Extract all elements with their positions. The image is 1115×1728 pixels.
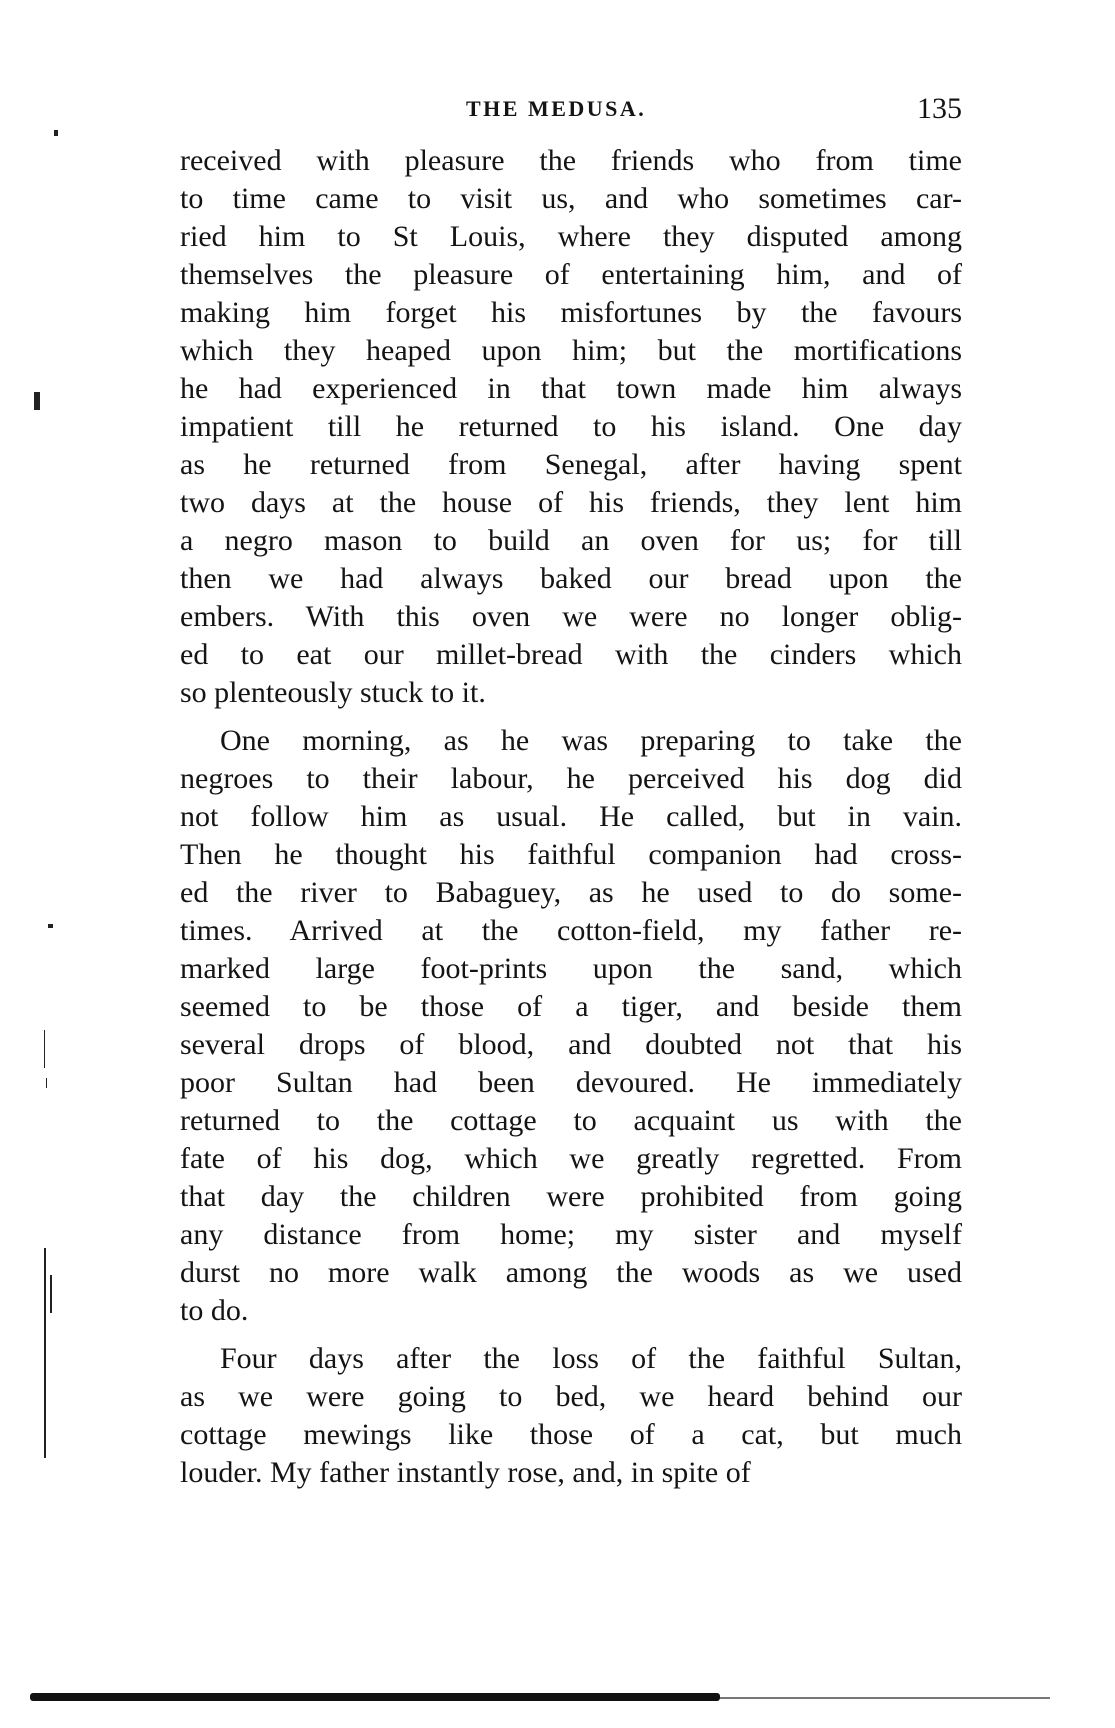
text-line: to do. <box>180 1294 249 1327</box>
margin-speck <box>46 1078 47 1088</box>
text-line: he had experienced in that town made him always <box>180 372 962 405</box>
text-line: any distance from home; my sister and myself <box>180 1218 962 1251</box>
text-line: impatient till he returned to his island. One day <box>180 410 962 443</box>
text-line: durst no more walk among the woods as we used <box>180 1256 962 1289</box>
body-text <box>180 142 962 1502</box>
margin-rule <box>50 1275 52 1313</box>
margin-speck <box>54 130 58 136</box>
margin-speck <box>34 392 40 410</box>
text-line: that day the children were prohibited from going <box>180 1180 962 1213</box>
text-line: returned to the cottage to acquaint us with the <box>180 1104 962 1137</box>
text-line: a negro mason to build an oven for us; for till <box>180 524 962 557</box>
paragraph <box>180 142 962 712</box>
text-line: fate of his dog, which we greatly regretted. From <box>180 1142 962 1175</box>
text-line: One morning, as he was preparing to take the <box>220 724 962 757</box>
page-bottom-edge <box>30 1693 720 1701</box>
text-line: making him forget his misfortunes by the favours <box>180 296 962 329</box>
text-line: to time came to visit us, and who sometimes car- <box>180 182 962 215</box>
margin-speck <box>44 1030 45 1068</box>
text-line: as he returned from Senegal, after having spent <box>180 448 962 481</box>
page-number: 135 <box>917 92 962 125</box>
running-head <box>180 92 962 132</box>
text-line: two days at the house of his friends, they lent him <box>180 486 962 519</box>
text-line: ed the river to Babaguey, as he used to do some- <box>180 876 962 909</box>
text-line: negroes to their labour, he perceived his dog did <box>180 762 962 795</box>
margin-speck <box>48 924 53 928</box>
text-line: cottage mewings like those of a cat, but much <box>180 1418 962 1451</box>
paragraph <box>180 1340 962 1492</box>
text-line: seemed to be those of a tiger, and beside them <box>180 990 962 1023</box>
text-line: several drops of blood, and doubted not that his <box>180 1028 962 1061</box>
text-line: so plenteously stuck to it. <box>180 676 486 709</box>
text-line: times. Arrived at the cotton-field, my father re- <box>180 914 962 947</box>
text-line: received with pleasure the friends who from time <box>180 144 962 177</box>
margin-rule <box>44 1248 46 1458</box>
paragraph <box>180 722 962 1330</box>
text-line: not follow him as usual. He called, but in vain. <box>180 800 962 833</box>
text-line: louder. My father instantly rose, and, in spite of <box>180 1456 751 1489</box>
text-line: Four days after the loss of the faithful Sultan, <box>220 1342 962 1375</box>
text-line: ried him to St Louis, where they disputed among <box>180 220 962 253</box>
text-line: then we had always baked our bread upon the <box>180 562 962 595</box>
text-line: Then he thought his faithful companion had cross- <box>180 838 962 871</box>
text-line: themselves the pleasure of entertaining him, and of <box>180 258 962 291</box>
page-bottom-edge-faint <box>720 1697 1050 1699</box>
text-line: marked large foot-prints upon the sand, which <box>180 952 962 985</box>
text-line: as we were going to bed, we heard behind our <box>180 1380 962 1413</box>
text-line: embers. With this oven we were no longer oblig- <box>180 600 962 633</box>
text-line: ed to eat our millet-bread with the cinders which <box>180 638 962 671</box>
text-line: which they heaped upon him; but the mortifications <box>180 334 962 367</box>
text-line: poor Sultan had been devoured. He immediately <box>180 1066 962 1099</box>
running-head-title: THE MEDUSA. <box>466 96 647 121</box>
